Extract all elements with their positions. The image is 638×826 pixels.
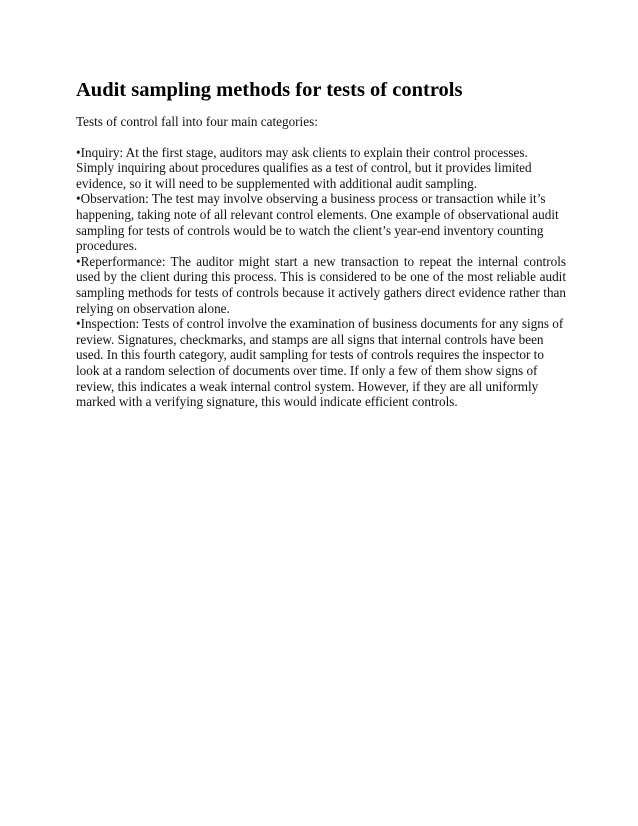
list-item-text: Reperformance: The auditor might start a new transaction to repeat the internal controls used by the client during this process. This is considered to be one of the most reliable audit sampling methods for tests of controls because it actively gathers direct evidence rather than relying on observation alone. (76, 253, 566, 316)
bullet-icon: • (76, 191, 81, 207)
categories-list (76, 145, 566, 410)
list-item-reperformance (76, 254, 566, 316)
list-item-text: Inspection: Tests of control involve the examination of business documents for any signs of review. Signatures, checkmarks, and stamps are all signs that internal controls have been used. In this fourth category, audit sampling for tests of controls requires the inspector to look at a random selection of documents over time. If only a few of them show signs of review, this indicates a weak internal control system. However, if they are all uniformly marked with a verifying signature, this would indicate efficient controls. (76, 316, 564, 410)
list-item-inquiry (76, 145, 566, 192)
intro-paragraph: Tests of control fall into four main categories: (76, 114, 318, 129)
list-item-inspection (76, 316, 566, 410)
list-item-text: Inquiry: At the first stage, auditors may ask clients to explain their control processes. Simply inquiring about procedures qualifies as a test of control, but it provides limited evidence, so it will need to be supplemented with additional audit sampling. (76, 144, 532, 191)
document-title: Audit sampling methods for tests of controls (76, 79, 463, 101)
bullet-icon: • (76, 316, 81, 332)
bullet-icon: • (76, 144, 81, 160)
list-item-text: Observation: The test may involve observing a business process or transaction while it’s happening, taking note of all relevant control elements. One example of observational audit sampling for tests of controls would be to watch the client’s year-end inventory counting procedures. (76, 191, 559, 254)
bullet-icon: • (76, 253, 81, 269)
list-item-observation (76, 191, 566, 253)
